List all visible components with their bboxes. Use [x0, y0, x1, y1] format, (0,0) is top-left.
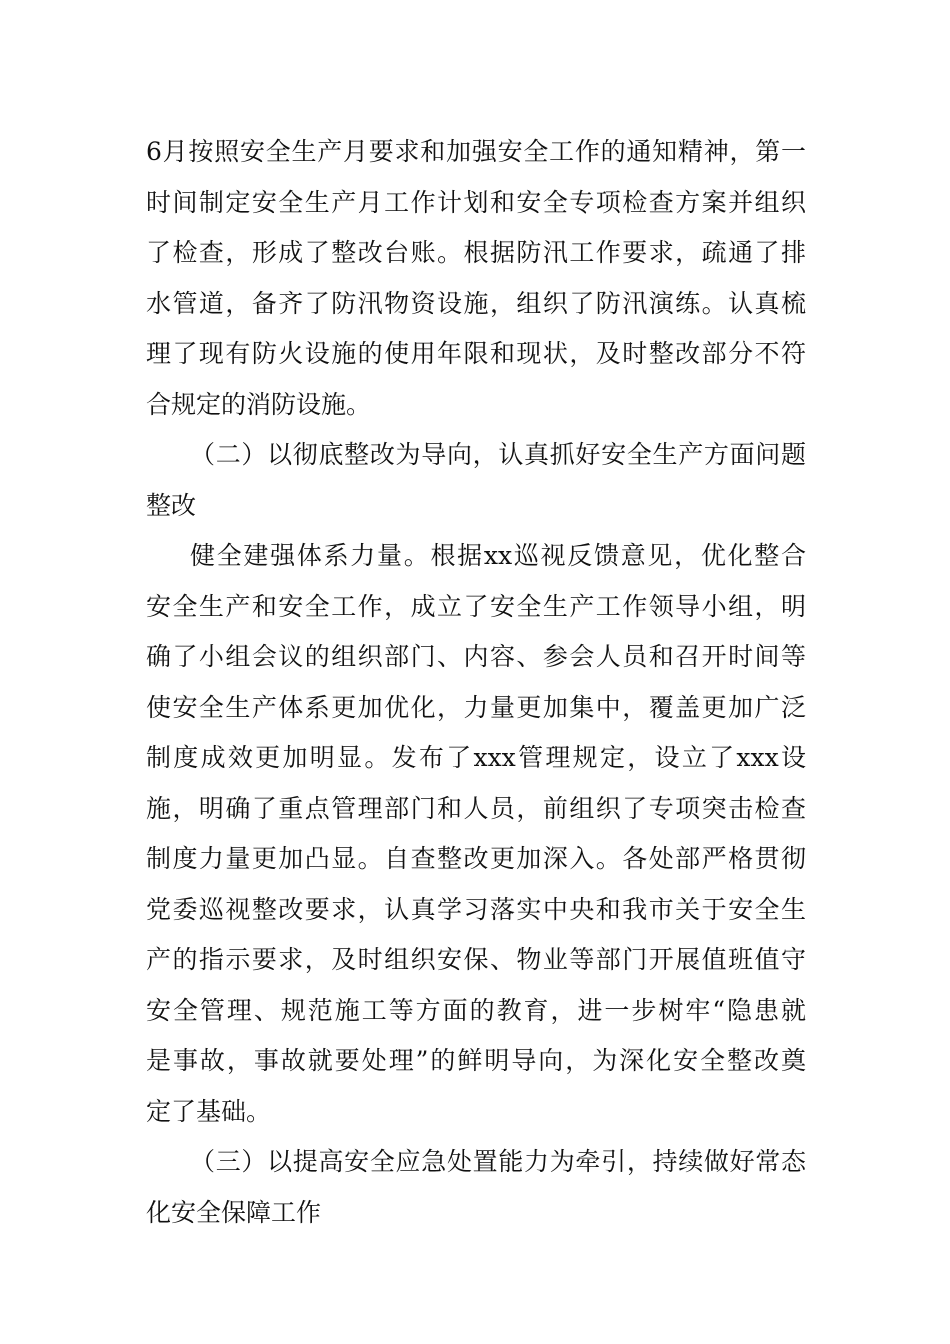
- text-line: 合规定的消防设施。: [146, 389, 372, 419]
- text-line: 制度力量更加凸显。自查整改更加深入。各处部严格贯彻: [146, 844, 806, 873]
- text-line: 整改: [146, 490, 197, 520]
- text-line: 安全管理、规范施工等方面的教育，进一步树牢“隐患就: [146, 995, 806, 1025]
- text-line: 水管道，备齐了防汛物资设施，组织了防汛演练。认真梳: [146, 288, 806, 318]
- paragraph-first-line: （二）以彻底整改为导向，认真抓好安全生产方面问题: [190, 440, 806, 469]
- text-line: 使安全生产体系更加优化，力量更加集中，覆盖更加广泛: [146, 692, 806, 722]
- text-line: 理了现有防火设施的使用年限和现状，及时整改部分不符: [146, 339, 806, 368]
- text-line: 施，明确了重点管理部门和人员，前组织了专项突击检查: [146, 793, 806, 823]
- text-line: 了检查，形成了整改台账。根据防汛工作要求，疏通了排: [146, 238, 806, 267]
- paragraph-first-line: 健全建强体系力量。根据xx巡视反馈意见，优化整合: [190, 541, 806, 570]
- text-line: 党委巡视整改要求，认真学习落实中央和我市关于安全生: [146, 894, 806, 924]
- paragraph-first-line: （三）以提高安全应急处置能力为牵引，持续做好常态: [190, 1147, 806, 1176]
- text-line: 是事故，事故就要处理”的鲜明导向，为深化安全整改奠: [146, 1046, 806, 1075]
- text-line: 确了小组会议的组织部门、内容、参会人员和召开时间等: [146, 642, 806, 671]
- text-line: 产的指示要求，及时组织安保、物业等部门开展值班值守: [146, 945, 806, 974]
- text-line: 6月按照安全生产月要求和加强安全工作的通知精神，第一: [146, 137, 806, 166]
- text-line: 时间制定安全生产月工作计划和安全专项检查方案并组织: [146, 187, 806, 217]
- text-line: 安全生产和安全工作，成立了安全生产工作领导小组，明: [146, 591, 806, 621]
- text-line: 定了基础。: [146, 1096, 272, 1126]
- text-line: 制度成效更加明显。发布了xxx管理规定，设立了xxx设: [146, 743, 806, 772]
- text-line: 化安全保障工作: [146, 1197, 322, 1227]
- body-text: [146, 127, 806, 1238]
